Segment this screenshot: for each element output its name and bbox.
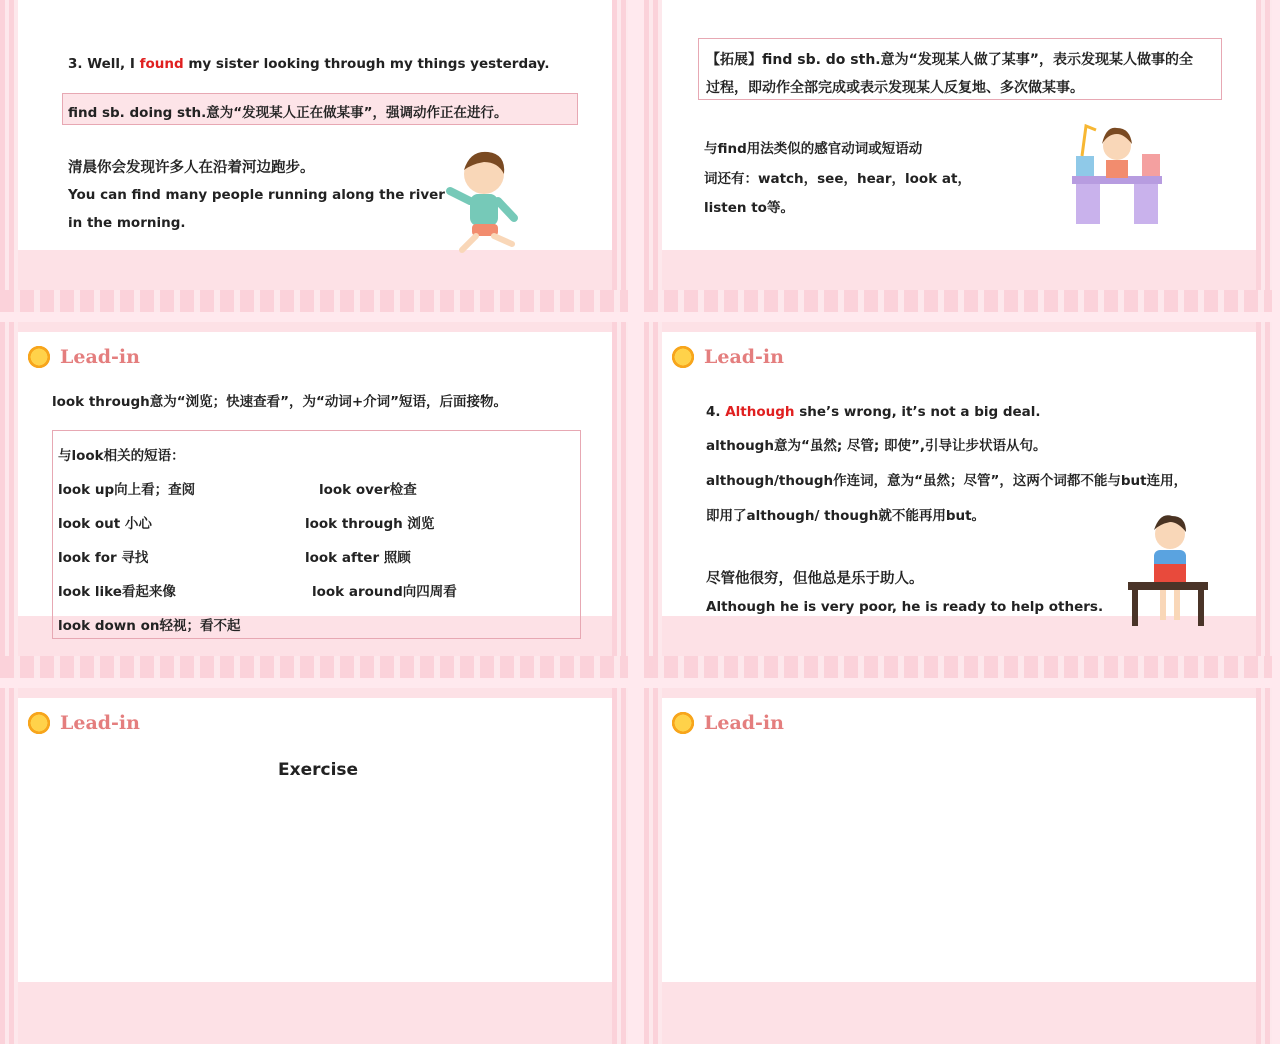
extension-line-2: 过程，即动作全部完成或表示发现某人反复地、多次做某事。: [706, 80, 1084, 96]
girl-at-desk-illustration: [1062, 116, 1172, 236]
slide-2[interactable]: [644, 0, 1272, 312]
en-sentence-1: You can find many people running along the river: [68, 187, 445, 203]
phrase: look down on轻视；看不起: [58, 618, 241, 634]
phrase: look out 小心: [58, 516, 152, 532]
boy-reading-illustration: [1124, 508, 1214, 628]
en-sentence-2: in the morning.: [68, 215, 186, 231]
stripe-footer: [0, 656, 628, 678]
cn-sentence: 尽管他很穷，但他总是乐于助人。: [706, 571, 924, 587]
phrase: look through 浏览: [305, 516, 435, 532]
slide-4[interactable]: [644, 322, 1272, 678]
stripe-edge: [612, 0, 628, 312]
stripe-edge: [1256, 688, 1272, 1044]
stripe-footer: [0, 290, 628, 312]
para-line-1: 与find用法类似的感官动词或短语动: [704, 141, 923, 157]
slide-header: [26, 344, 140, 370]
text: 4.: [706, 404, 726, 420]
phrase: look around向四周看: [312, 584, 457, 600]
slide-title: Lead-in: [704, 346, 784, 368]
slide-header: [670, 344, 784, 370]
phrase: look after 照顾: [305, 550, 411, 566]
stripe-edge: [644, 0, 662, 312]
intro-text: look through意为“浏览；快速查看”，为“动词+介词”短语，后面接物。: [52, 394, 508, 410]
example-sentence: [68, 56, 550, 72]
text: 3. Well, I: [68, 56, 140, 72]
extension-line-1: 【拓展】find sb. do sth.意为“发现某人做了某事”，表示发现某人做事的全: [706, 52, 1194, 68]
sun-icon: [670, 344, 696, 370]
text: she’s wrong, it’s not a big deal.: [794, 404, 1041, 420]
example-sentence: [706, 404, 1041, 420]
slide-content: [662, 698, 1256, 982]
stripe-edge: [0, 322, 18, 678]
explain-line-3: 即用了although/ though就不能再用but。: [706, 508, 986, 524]
sun-icon: [26, 344, 52, 370]
sun-icon: [26, 710, 52, 736]
stripe-edge: [0, 688, 18, 1044]
para-line-2: 词还有：watch，see，hear，look at，: [704, 171, 971, 187]
stripe-edge: [612, 322, 628, 678]
highlight-word: found: [139, 56, 184, 72]
para-line-3: listen to等。: [704, 200, 794, 216]
stripe-edge: [644, 322, 662, 678]
explain-line-1: although意为“虽然; 尽管; 即使”,引导让步状语从句。: [706, 438, 1047, 454]
highlight-word: Although: [725, 404, 795, 420]
text: my sister looking through my things yesterday.: [183, 56, 550, 72]
explain-line-2: although/though作连词，意为“虽然；尽管”，这两个词都不能与but连用，: [706, 473, 1188, 489]
slide-title: Lead-in: [60, 346, 140, 368]
stripe-edge: [1256, 0, 1272, 312]
stripe-edge: [1256, 322, 1272, 678]
slide-title: Lead-in: [60, 712, 140, 734]
box-title: 与look相关的短语：: [58, 448, 185, 464]
stripe-edge: [0, 0, 18, 312]
note-text: find sb. doing sth.意为“发现某人正在做某事”，强调动作正在进行。: [68, 105, 508, 121]
slide-header: [26, 710, 140, 736]
slide-6[interactable]: [644, 688, 1272, 1044]
phrase: look up向上看；查阅: [58, 482, 196, 498]
phrase: look for 寻找: [58, 550, 149, 566]
phrase: look over检查: [319, 482, 417, 498]
stripe-footer: [644, 290, 1272, 312]
running-boy-illustration: [440, 146, 530, 256]
slide-content: [18, 698, 612, 982]
slide-title: Lead-in: [704, 712, 784, 734]
en-sentence: Although he is very poor, he is ready to help others.: [706, 599, 1104, 615]
sun-icon: [670, 710, 696, 736]
exercise-heading: Exercise: [278, 760, 359, 780]
slide-3[interactable]: [0, 322, 628, 678]
stripe-edge: [612, 688, 628, 1044]
stripe-footer: [644, 656, 1272, 678]
stripe-edge: [644, 688, 662, 1044]
phrase: look like看起来像: [58, 584, 176, 600]
slide-header: [670, 710, 784, 736]
slide-1[interactable]: [0, 0, 628, 312]
slide-5[interactable]: [0, 688, 628, 1044]
cn-sentence: 清晨你会发现许多人在沿着河边跑步。: [68, 160, 315, 176]
